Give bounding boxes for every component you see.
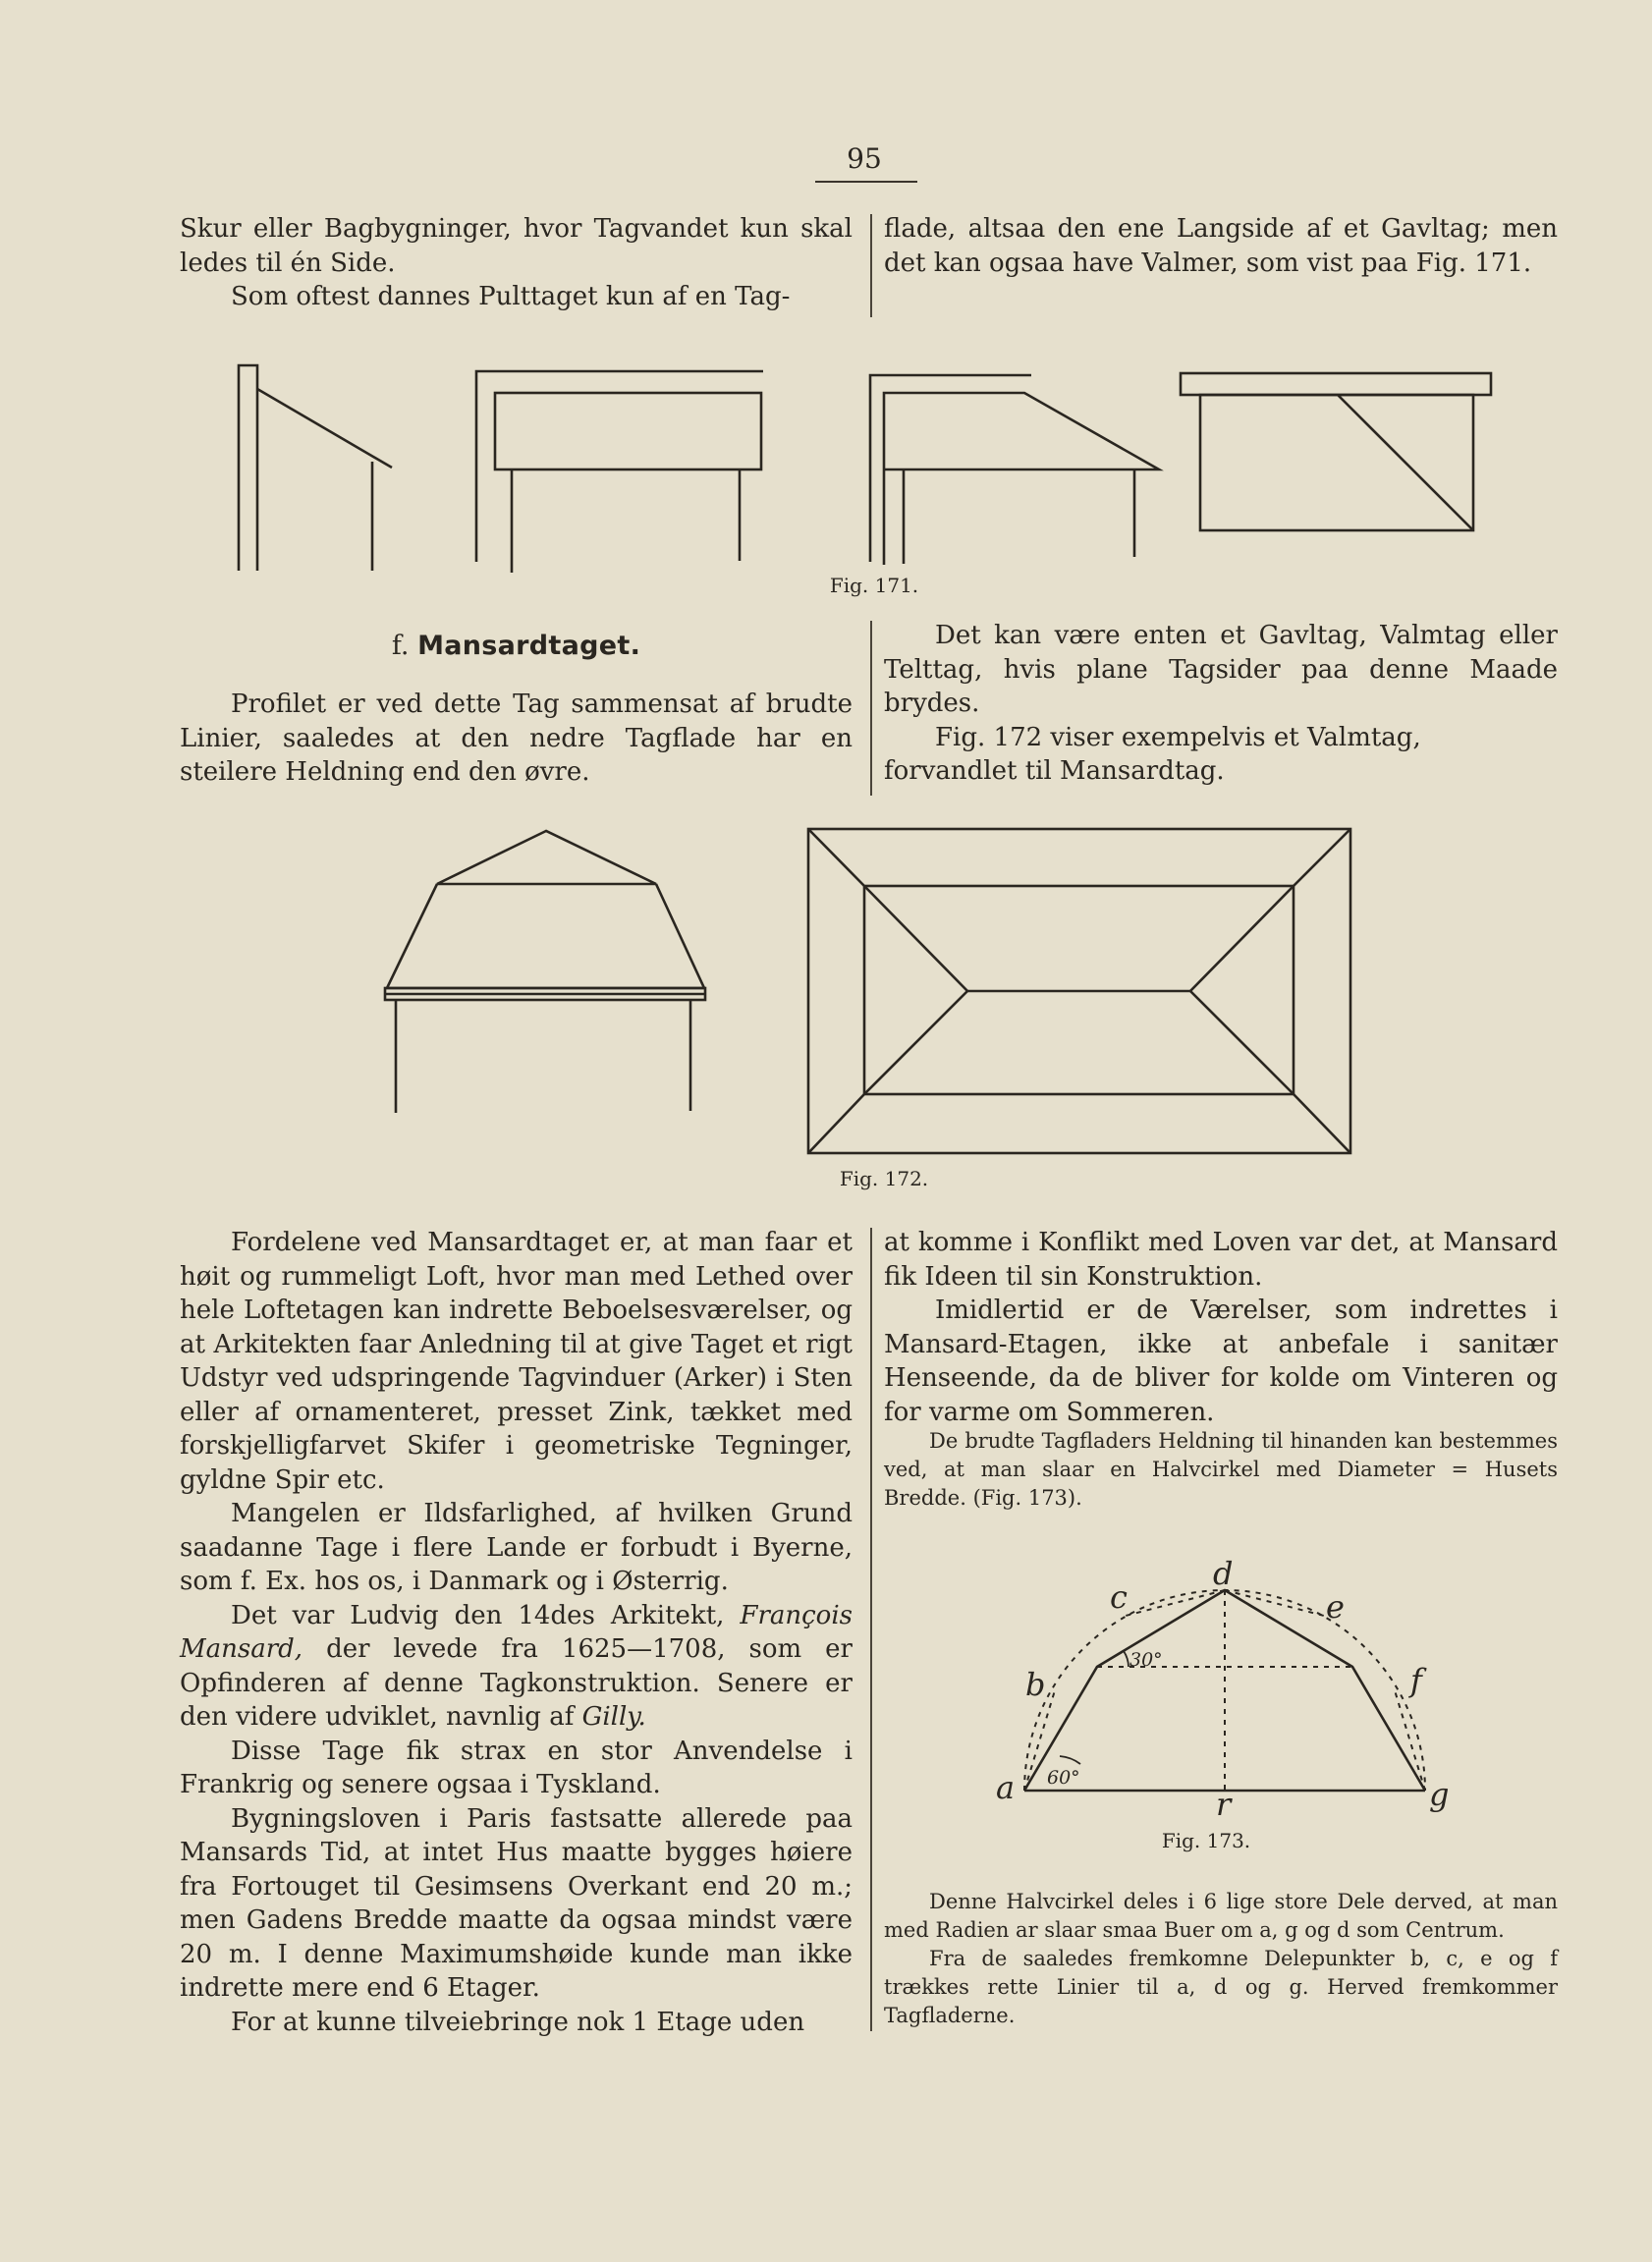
fig173-label-g: g: [1429, 1776, 1450, 1813]
paragraph: Imidlertid er de Værelser, som indrettes i Mansard-Etagen, ikke at anbefale i sanitær Henseende, da de bliver for kolde om Vinteren og for varme om Sommeren.: [884, 1296, 1558, 1427]
fig173-label-b: b: [1025, 1666, 1046, 1703]
small-text-2: [884, 1888, 1558, 2030]
text-run: Det var Ludvig den 14des Arkitekt,: [231, 1600, 741, 1630]
text-run: der levede fra 1625—1708, som er Opfinderen af denne Tagkonstruktion. Senere er den videre udviklet, navnlig af: [180, 1634, 853, 1732]
fig173-label-f: f: [1410, 1662, 1422, 1699]
name-mansard: François Mansard,: [180, 1600, 853, 1664]
paragraph: Profilet er ved dette Tag sammensat af brudte Linier, saaledes at den nedre Tagflade har en steilere Heldning end den øvre.: [180, 690, 853, 787]
fig173-label-r: r: [1216, 1786, 1232, 1823]
fig173-label-a: a: [996, 1769, 1016, 1806]
paragraph: Som oftest dannes Pulttaget kun af en Tag-: [231, 282, 791, 311]
fig173-label-d: d: [1213, 1555, 1234, 1592]
section-title: Mansardtaget.: [417, 631, 641, 661]
paragraph: Disse Tage fik strax en stor Anvendelse i Frankrig og senere ogsaa i Tyskland.: [180, 1736, 853, 1799]
page-number: 95: [847, 142, 882, 175]
paragraph: Fra de saaledes fremkomne Delepunkter b, c, e og f trækkes rette Linier til a, d og g. Herved fremkommer Tagfladerne.: [884, 1947, 1558, 2027]
paragraph: Mangelen er Ildsfarlighed, af hvilken Grund saadanne Tage i flere Lande er forbudt i Byerne, som f. Ex. hos os, i Danmark og i Østerrig.: [180, 1499, 853, 1596]
fig-173-caption: Fig. 173.: [1161, 1829, 1251, 1852]
name-gilly: Gilly.: [581, 1702, 646, 1732]
paragraph: For at kunne tilveiebringe nok 1 Etage uden: [231, 2007, 805, 2037]
paragraph: Det kan være enten et Gavltag, Valmtag eller Telttag, hvis plane Tagsider paa denne Maade brydes.: [884, 621, 1558, 718]
paragraph: flade, altsaa den ene Langside af et Gavltag; men det kan ogsaa have Valmer, som vist paa Fig. 171.: [884, 214, 1558, 278]
paragraph: De brudte Tagfladers Heldning til hinanden kan bestemmes ved, at man slaar en Halvcirkel med Diameter = Husets Bredde. (Fig. 173).: [884, 1429, 1558, 1510]
fig173-label-c: c: [1110, 1578, 1128, 1616]
fig173-angle-30: 30°: [1129, 1649, 1163, 1671]
paragraph: Skur eller Bagbygninger, hvor Tagvandet kun skal ledes til én Side.: [180, 214, 853, 278]
fig173-label-e: e: [1326, 1588, 1345, 1626]
paragraph: Denne Halvcirkel deles i 6 lige store Dele derved, at man med Radien ar slaar smaa Buer om a, g og d som Centrum.: [884, 1890, 1558, 1942]
paragraph: at komme i Konflikt med Loven var det, at Mansard fik Ideen til sin Konstruktion.: [884, 1228, 1558, 1292]
paragraph: Bygningsloven i Paris fastsatte allerede paa Mansards Tid, at intet Hus maatte bygges høiere fra Fortouget til Gesimsens Overkant end 20 m.; men Gadens Bredde maatte da ogsaa mindst være 20 m. I denne Maximumshøide kunde man ikke indrette mere end 6 Etager.: [180, 1803, 853, 2003]
section-letter: f.: [391, 631, 410, 661]
fig173-angle-60: 60°: [1047, 1767, 1080, 1789]
paragraph: Fordelene ved Mansardtaget er, at man faar et høit og rummeligt Loft, hvor man med Lethed over hele Loftetagen kan indrette Beboelsesværelser, og at Arkitekten faar Anledning til at give Taget et rigt Udstyr ved udspringende Tagvinduer (Arker) i Sten eller af ornamenteret, presset Zink, tækket med forskjelligfarvet Skifer i geometriske Tegninger, gyldne Spir etc.: [180, 1228, 853, 1495]
fig-172-caption: Fig. 172.: [839, 1167, 929, 1190]
fig-171-caption: Fig. 171.: [829, 574, 919, 597]
paragraph: Fig. 172 viser exempelvis et Valmtag, forvandlet til Mansardtag.: [884, 722, 1421, 786]
